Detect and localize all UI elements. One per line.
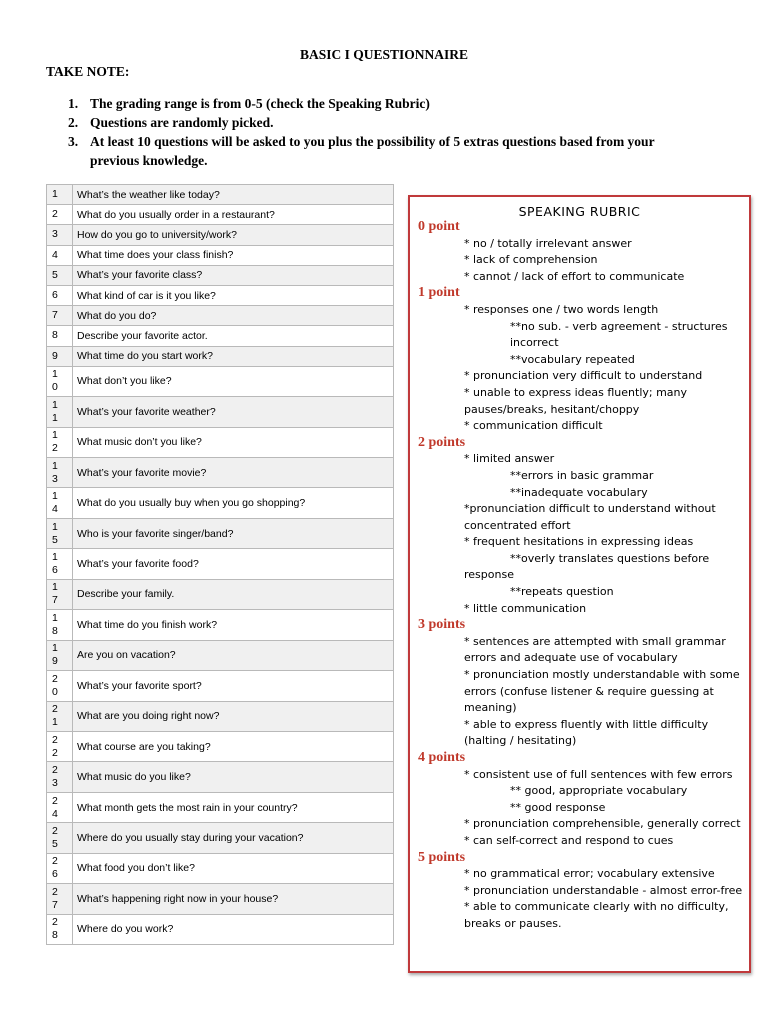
question-number: 1 3 <box>47 458 73 488</box>
rubric-criterion: * able to communicate clearly with no difficulty, breaks or pauses. <box>464 900 729 930</box>
question-number: 2 7 <box>47 884 73 914</box>
note-text: The grading range is from 0-5 (check the Speaking Rubric) <box>90 96 430 111</box>
question-text: What’s your favorite sport? <box>73 671 394 701</box>
question-number: 2 1 <box>47 701 73 731</box>
rubric-criterion: **vocabulary repeated <box>510 352 635 366</box>
rubric-level-heading: 4 points <box>418 750 466 765</box>
question-row <box>47 225 394 245</box>
question-text: What are you doing right now? <box>73 701 394 731</box>
question-number: 1 7 <box>47 579 73 609</box>
rubric-criterion: * no grammatical error; vocabulary extensive <box>464 867 715 881</box>
questions-table <box>46 184 394 945</box>
rubric-criterion: * pronunciation comprehensible, generally correct <box>464 817 741 831</box>
question-number: 2 4 <box>47 792 73 822</box>
question-row <box>47 610 394 640</box>
question-number: 6 <box>47 285 73 305</box>
question-number: 1 6 <box>47 549 73 579</box>
page-title: BASIC I QUESTIONNAIRE <box>299 47 469 62</box>
question-row <box>47 346 394 366</box>
question-text: What’s your favorite class? <box>73 265 394 285</box>
question-number: 1 <box>47 185 73 205</box>
question-row <box>47 701 394 731</box>
question-number: 2 0 <box>47 671 73 701</box>
speaking-rubric-box <box>408 195 751 973</box>
rubric-criterion: **no sub. - verb agreement - structures incorrect <box>510 319 728 350</box>
rubric-level-heading: 2 points <box>418 434 466 450</box>
question-row <box>47 265 394 285</box>
rubric-body <box>418 219 743 933</box>
note-number: 3. <box>68 134 79 149</box>
question-row <box>47 914 394 944</box>
rubric-level-heading: 5 points <box>418 849 466 865</box>
note-text: Questions are randomly picked. <box>90 115 274 130</box>
rubric-criterion: **inadequate vocabulary <box>510 485 648 499</box>
rubric-criterion: * consistent use of full sentences with few errors <box>464 767 733 781</box>
question-number: 2 3 <box>47 762 73 792</box>
question-row <box>47 518 394 548</box>
question-row <box>47 640 394 670</box>
question-row <box>47 762 394 792</box>
question-number: 1 9 <box>47 640 73 670</box>
question-text: What’s your favorite food? <box>73 549 394 579</box>
question-text: What’s your favorite movie? <box>73 458 394 488</box>
question-number: 9 <box>47 346 73 366</box>
question-text: What do you usually buy when you go shopping? <box>73 488 394 518</box>
rubric-criterion: *pronunciation difficult to understand without concentrated effort <box>464 502 716 532</box>
question-row <box>47 326 394 346</box>
notes-list <box>68 94 688 170</box>
question-row <box>47 488 394 518</box>
question-number: 2 5 <box>47 823 73 853</box>
question-row <box>47 458 394 488</box>
question-text: What’s the weather like today? <box>73 185 394 205</box>
question-text: What time does your class finish? <box>73 245 394 265</box>
rubric-criterion: * responses one / two words length <box>464 302 659 316</box>
question-row <box>47 245 394 265</box>
question-number: 1 0 <box>47 366 73 396</box>
question-row <box>47 366 394 396</box>
question-text: Where do you work? <box>73 914 394 944</box>
rubric-criterion: * can self-correct and respond to cues <box>464 833 674 847</box>
take-note-heading: TAKE NOTE: <box>46 64 130 79</box>
question-number: 1 4 <box>47 488 73 518</box>
question-text: What’s your favorite weather? <box>73 397 394 427</box>
note-number: 1. <box>68 96 79 111</box>
question-row <box>47 185 394 205</box>
question-row <box>47 731 394 761</box>
rubric-criterion: **repeats question <box>510 585 614 599</box>
question-row <box>47 579 394 609</box>
question-text: Where do you usually stay during your vacation? <box>73 823 394 853</box>
question-row <box>47 884 394 914</box>
rubric-criterion: * able to express fluently with little difficulty (halting / hesitating) <box>464 717 709 748</box>
rubric-criterion: * lack of comprehension <box>464 253 598 267</box>
question-text: Describe your favorite actor. <box>73 326 394 346</box>
question-row <box>47 549 394 579</box>
question-text: Are you on vacation? <box>73 640 394 670</box>
question-text: What music don’t you like? <box>73 427 394 457</box>
question-number: 5 <box>47 265 73 285</box>
note-item <box>68 132 688 170</box>
question-row <box>47 205 394 225</box>
question-text: Describe your family. <box>73 579 394 609</box>
question-text: What course are you taking? <box>73 731 394 761</box>
rubric-criterion: * unable to express ideas fluently; many pauses/breaks, hesitant/choppy <box>464 385 688 416</box>
question-text: What time do you finish work? <box>73 610 394 640</box>
rubric-criterion: * little communication <box>464 601 587 615</box>
rubric-level-heading: 3 points <box>418 617 466 633</box>
rubric-criterion: ** good response <box>510 800 606 814</box>
question-text: What do you usually order in a restaurant? <box>73 205 394 225</box>
question-row <box>47 823 394 853</box>
note-item <box>68 113 688 132</box>
rubric-criterion: ** good, appropriate vocabulary <box>510 784 688 798</box>
question-row <box>47 853 394 883</box>
question-text: How do you go to university/work? <box>73 225 394 245</box>
question-number: 1 1 <box>47 397 73 427</box>
rubric-criterion: * pronunciation mostly understandable with some errors (confuse listener & require guessing at meaning) <box>464 668 740 715</box>
question-number: 4 <box>47 245 73 265</box>
question-number: 2 <box>47 205 73 225</box>
rubric-criterion: * frequent hesitations in expressing ideas <box>464 535 694 549</box>
rubric-criterion: * communication difficult <box>464 419 603 433</box>
question-text: What food you don’t like? <box>73 853 394 883</box>
note-number: 2. <box>68 115 79 130</box>
question-row <box>47 671 394 701</box>
rubric-title: SPEAKING RUBRIC <box>518 204 641 219</box>
question-row <box>47 285 394 305</box>
question-number: 1 2 <box>47 427 73 457</box>
question-number: 8 <box>47 326 73 346</box>
rubric-criterion: * sentences are attempted with small grammar errors and adequate use of vocabulary <box>464 634 726 665</box>
rubric-level-heading: 0 point <box>418 219 460 234</box>
question-text: What music do you like? <box>73 762 394 792</box>
rubric-criterion: **overly translates questions before response <box>464 551 710 582</box>
question-row <box>47 792 394 822</box>
question-number: 7 <box>47 306 73 326</box>
question-text: What time do you start work? <box>73 346 394 366</box>
question-text: What kind of car is it you like? <box>73 285 394 305</box>
question-number: 1 8 <box>47 610 73 640</box>
question-text: What month gets the most rain in your country? <box>73 792 394 822</box>
rubric-level-heading: 1 point <box>418 285 460 301</box>
question-number: 2 6 <box>47 853 73 883</box>
question-number: 2 8 <box>47 914 73 944</box>
question-text: What’s happening right now in your house? <box>73 884 394 914</box>
rubric-criterion: * pronunciation understandable - almost error-free <box>464 883 743 897</box>
rubric-criterion: **errors in basic grammar <box>510 468 654 482</box>
question-number: 1 5 <box>47 518 73 548</box>
question-text: What do you do? <box>73 306 394 326</box>
rubric-criterion: * no / totally irrelevant answer <box>464 236 632 250</box>
question-number: 3 <box>47 225 73 245</box>
note-item <box>68 94 688 113</box>
question-text: Who is your favorite singer/band? <box>73 518 394 548</box>
question-number: 2 2 <box>47 731 73 761</box>
question-text: What don’t you like? <box>73 366 394 396</box>
rubric-criterion: * cannot / lack of effort to communicate <box>464 269 685 283</box>
question-row <box>47 306 394 326</box>
rubric-criterion: * limited answer <box>464 452 555 466</box>
note-text: At least 10 questions will be asked to you plus the possibility of 5 extras questions based from your previous knowledge. <box>90 134 655 168</box>
rubric-criterion: * pronunciation very difficult to understand <box>464 369 703 383</box>
question-row <box>47 397 394 427</box>
question-row <box>47 427 394 457</box>
